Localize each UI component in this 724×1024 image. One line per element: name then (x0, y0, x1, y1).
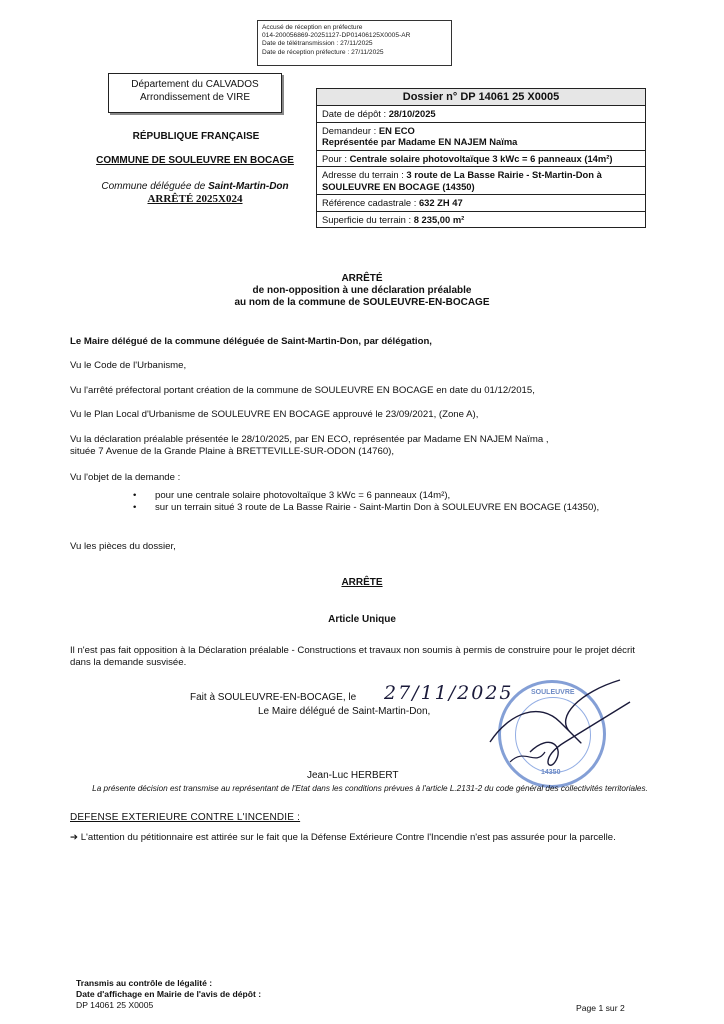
arrete-number: ARRÊTÉ 2025X024 (147, 193, 243, 205)
objet-list (133, 490, 633, 513)
vu-code-urbanisme: Vu le Code de l'Urbanisme, (70, 360, 187, 371)
reference-value: 632 ZH 47 (418, 197, 463, 208)
signatory-name: Jean-Luc HERBERT (307, 770, 399, 781)
arrete-heading: ARRÊTE (341, 577, 383, 588)
dossier-reference-row (317, 195, 645, 212)
reception-line-3: Date de télétransmission : 27/11/2025 (262, 40, 373, 48)
defense-paragraph (70, 832, 650, 844)
vu-pieces: Vu les pièces du dossier, (70, 541, 176, 552)
vu-objet: Vu l'objet de la demande : (70, 472, 181, 483)
commune-heading: COMMUNE DE SOULEUVRE EN BOCAGE (96, 155, 294, 166)
seal-text-top: SOULEUVRE (531, 689, 575, 696)
dossier-superficie-row (317, 212, 645, 228)
pour-value: Centrale solaire photovoltaïque 3 kWc = 6 panneaux (14m²) (349, 152, 613, 164)
dossier-box (316, 88, 646, 228)
arrow-icon: ➔ (70, 832, 79, 843)
vu-arrete-prefectoral: Vu l'arrêté préfectoral portant création de la commune de SOULEUVRE EN BOCAGE en date du 01/12/2015, (70, 385, 535, 396)
transmission-notice: La présente décision est transmise au représentant de l'Etat dans les conditions prévues à l'article L.2131-2 du code général des collectivités territoriales. (92, 784, 648, 793)
dossier-pour-row (317, 151, 645, 168)
maire-paragraph: Le Maire délégué de la commune déléguée de Saint-Martin-Don, par délégation, (70, 336, 432, 347)
handwritten-date: 27/11/2025 (384, 682, 514, 704)
representee: Représentée par Madame EN NAJEM Naïma (322, 136, 518, 147)
defense-text: L'attention du pétitionnaire est attirée sur le fait que la Défense Extérieure Contre l'Incendie n'est pas assurée pour la parcelle. (80, 832, 616, 843)
vu-declaration (70, 434, 650, 457)
dossier-demandeur-row (317, 123, 645, 151)
footer-block (76, 978, 261, 1011)
commune-deleguee-name: Saint-Martin-Don (208, 181, 289, 192)
reception-line-4: Date de réception préfecture : 27/11/2025 (262, 48, 384, 56)
article-text: Il n'est pas fait opposition à la Déclaration préalable - Constructions et travaux non soumis à permis de construire pour le projet décrit dans la demande susvisée. (70, 645, 635, 668)
pour-label: Pour : (322, 152, 350, 164)
title-line-2: de non-opposition à une déclaration préalable (252, 285, 472, 296)
footer-line-1: Transmis au contrôle de légalité : (76, 978, 213, 988)
adresse-value: 3 route de La Basse Rairie - St-Martin-Don à SOULEUVRE EN BOCAGE (14350) (322, 169, 602, 192)
reception-line-2: 014-200056869-20251127-DP01406125X0005-AR (262, 32, 411, 40)
date-value: 28/10/2025 (388, 108, 436, 119)
footer-line-3: DP 14061 25 X0005 (76, 1000, 154, 1010)
dossier-title: Dossier n° DP 14061 25 X0005 (317, 89, 645, 106)
demandeur-label: Demandeur : (322, 124, 379, 136)
signature-scribble (470, 672, 640, 782)
date-label: Date de dépôt : (322, 108, 389, 119)
dossier-date-row (317, 106, 645, 123)
superficie-value: 8 235,00 m² (413, 213, 465, 225)
maire-title: Le Maire délégué de Saint-Martin-Don, (258, 706, 431, 717)
department-box (108, 73, 282, 113)
title-line-3: au nom de la commune de SOULEUVRE-EN-BOCAGE (234, 297, 490, 308)
fait-a: Fait à SOULEUVRE-EN-BOCAGE, le (190, 692, 357, 703)
commune-deleguee (80, 181, 310, 192)
list-item: • pour une centrale solaire photovoltaïque 3 kWc = 6 panneaux (14m²), (133, 490, 633, 502)
commune-deleguee-prefix: Commune déléguée de (101, 181, 209, 192)
seal-text-bottom: 14350 (541, 769, 561, 776)
superficie-label: Superficie du terrain : (322, 213, 414, 225)
title-arrete: ARRÊTÉ (341, 273, 383, 284)
republic-heading: RÉPUBLIQUE FRANÇAISE (132, 131, 260, 142)
article-heading: Article Unique (328, 614, 396, 625)
reception-line-1: Accusé de réception en préfecture (262, 24, 363, 31)
defense-title: DEFENSE EXTERIEURE CONTRE L'INCENDIE : (70, 812, 301, 823)
list-item: • sur un terrain situé 3 route de La Basse Rairie - Saint-Martin Don à SOULEUVRE EN BOCAGE (14350), (133, 502, 633, 514)
footer-line-2: Date d'affichage en Mairie de l'avis de dépôt : (76, 989, 262, 999)
vu-declaration-line-1: Vu la déclaration préalable présentée le 28/10/2025, par EN ECO, représentée par Madame EN NAJEM Naïma , (70, 434, 549, 445)
reference-label: Référence cadastrale : (322, 197, 419, 208)
dossier-adresse-row (317, 167, 645, 195)
page-number: Page 1 sur 2 (576, 1003, 625, 1013)
adresse-label: Adresse du terrain : (322, 169, 407, 180)
department-name: Département du CALVADOS (131, 79, 259, 90)
reception-stamp (257, 20, 452, 66)
arrondissement-name: Arrondissement de VIRE (139, 92, 251, 103)
vu-plu: Vu le Plan Local d'Urbanisme de SOULEUVRE EN BOCAGE approuvé le 23/09/2021, (Zone A), (70, 409, 479, 420)
demandeur-value: EN ECO (378, 124, 415, 136)
vu-declaration-line-2: située 7 Avenue de la Grande Plaine à BRETTEVILLE-SUR-ODON (14760), (70, 445, 395, 457)
